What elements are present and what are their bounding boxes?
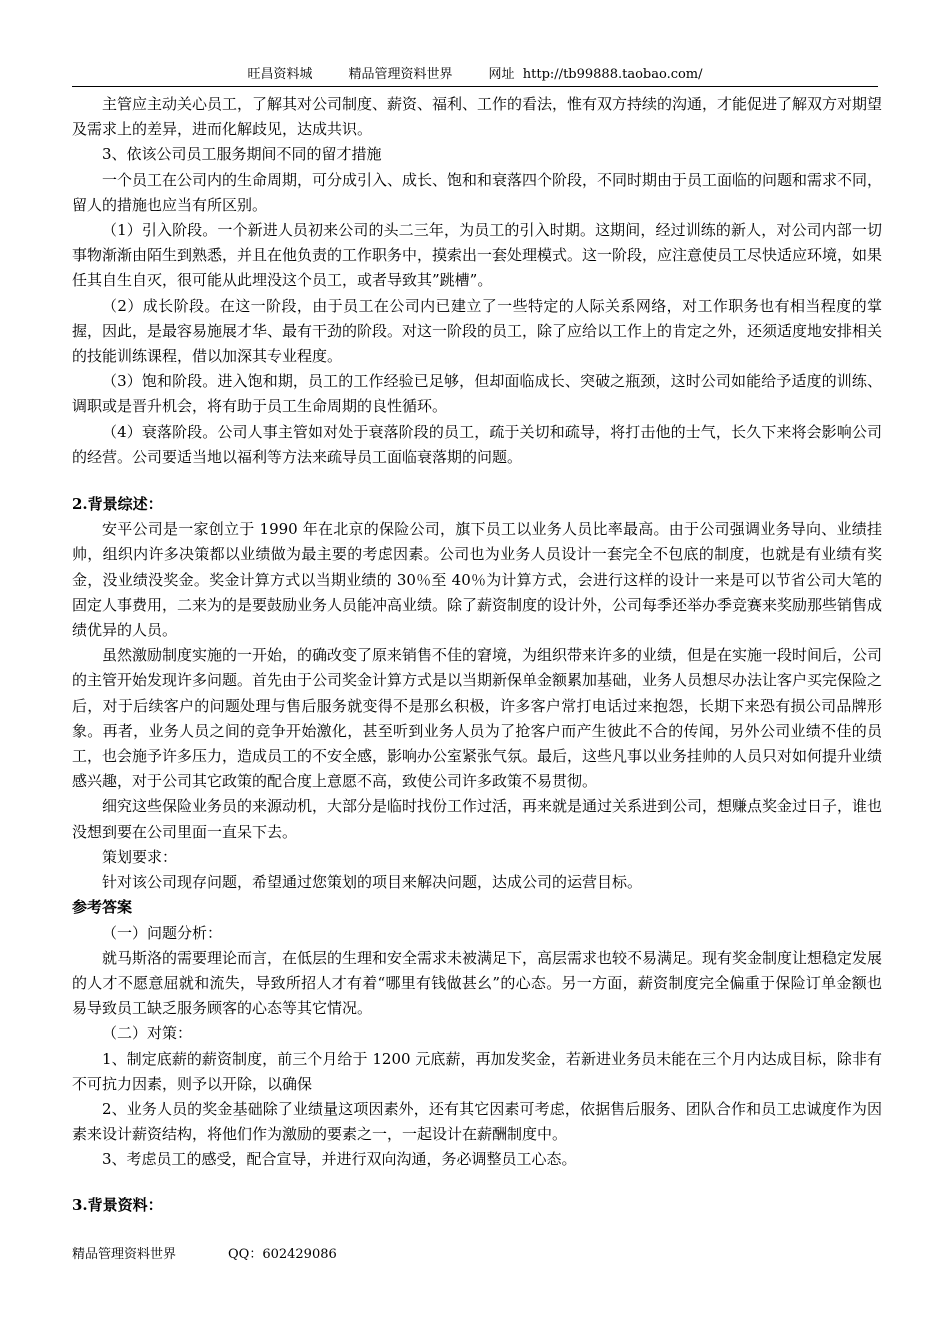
header-site-name: 旺昌资料城 (247, 67, 313, 82)
paragraph: 1、制定底薪的薪资制度，前三个月给于 1200 元底薪，再加发奖金，若新进业务员未能在三个月内达成目标，除非有不可抗力因素，则予以开除，以确保 (72, 1049, 882, 1093)
paragraph: （2）成长阶段。在这一阶段，由于员工在公司内已建立了一些特定的人际关系网络，对工作职务也有相当程度的掌握，因此，是最容易施展才华、最有干劲的阶段。对这一阶段的员工，除了应给以工作上的肯定之外，还须适度地安排相关的技能训练课程，借以加深其专业程度。 (72, 296, 883, 366)
section-heading-background: 2.背景综述： (72, 495, 163, 514)
page-header (72, 66, 878, 87)
paragraph: （4）衰落阶段。公司人事主管如对处于衰落阶段的员工，疏于关切和疏导，将打击他的士气，长久下来将会影响公司的经营。公司要适当地以福利等方法来疏导员工面临衰落期的问题。 (72, 422, 882, 466)
paragraph: 细究这些保险业务员的来源动机，大部分是临时找份工作过活，再来就是通过关系进到公司，想赚点奖金过日子，谁也没想到要在公司里面一直呆下去。 (72, 797, 883, 841)
section-heading-answer: 参考答案 (72, 898, 133, 917)
paragraph: （一）问题分析： (102, 923, 223, 942)
footer-qq: QQ：602429086 (228, 1247, 337, 1262)
paragraph: （二）对策： (102, 1024, 193, 1043)
document-body (72, 92, 882, 1218)
page-footer (72, 1246, 337, 1264)
paragraph: 就马斯洛的需要理论而言，在低层的生理和安全需求未被满足下，高层需求也较不易满足。现有奖金制度让想稳定发展的人才不愿意屈就和流失，导致所招人才有着“哪里有钱做甚幺”的心态。另一方面，薪资制度完全偏重于保险订单金额也易导致员工缺乏服务顾客的心态等其它情况。 (72, 948, 883, 1018)
paragraph: 3、依该公司员工服务期间不同的留才措施 (102, 145, 382, 164)
header-subtitle: 精品管理资料世界 (348, 67, 453, 82)
paragraph: 主管应主动关心员工，了解其对公司制度、薪资、福利、工作的看法，惟有双方持续的沟通，才能促进了解双方对期望及需求上的差异，进而化解歧见，达成共识。 (72, 95, 883, 139)
paragraph: 针对该公司现存问题，希望通过您策划的项目来解决问题，达成公司的运营目标。 (102, 873, 643, 892)
paragraph: 策划要求： (102, 847, 178, 866)
paragraph: 虽然激励制度实施的一开始，的确改变了原来销售不佳的窘境，为组织带来许多的业绩，但是在实施一段时间后，公司的主管开始发现许多问题。首先由于公司奖金计算方式是以当期新保单金额累加基础，业务人员想尽办法让客户买完保险之后，对于后续客户的问题处理与售后服务就变得不是那幺积极，许多客户常打电话过来抱怨，长期下来恐有损公司品牌形象。再者，业务人员之间的竞争开始激化，甚至听到业务人员为了抢客户而产生彼此不合的传闻，另外公司业绩不佳的员工，也会施予许多压力，造成员工的不安全感，影响办公室紧张气氛。最后，这些凡事以业务挂帅的人员只对如何提升业绩感兴趣，对于公司其它政策的配合度上意愿不高，致使公司许多政策不易贯彻。 (72, 646, 883, 791)
footer-left: 精品管理资料世界 (72, 1247, 177, 1262)
section-heading-materials: 3.背景资料： (72, 1195, 163, 1214)
header-url-link[interactable]: http://tb99888.taobao.com/ (522, 67, 703, 82)
header-url-label: 网址 (488, 67, 515, 82)
paragraph: （1）引入阶段。一个新进人员初来公司的头二三年，为员工的引入时期。这期间，经过训练的新人，对公司内部一切事物渐渐由陌生到熟悉，并且在他负责的工作职务中，摸索出一套处理模式。这一阶段，应注意使员工尽快适应环境，如果任其自生自灭，很可能从此埋没这个员工，或者导致其”跳槽”。 (72, 221, 883, 290)
paragraph: 2、业务人员的奖金基础除了业绩量这项因素外，还有其它因素可考虑，依据售后服务、团队合作和员工忠诚度作为因素来设计薪资结构，将他们作为激励的要素之一，一起设计在薪酬制度中。 (72, 1099, 882, 1144)
paragraph: （3）饱和阶段。进入饱和期，员工的工作经验已足够，但却面临成长、突破之瓶颈，这时公司如能给予适度的训练、调职或是晋升机会，将有助于员工生命周期的良性循环。 (72, 372, 882, 416)
paragraph: 3、考虑员工的感受，配合宣导，并进行双向沟通，务必调整员工心态。 (102, 1150, 577, 1169)
paragraph: 安平公司是一家创立于 1990 年在北京的保险公司，旗下员工以业务人员比率最高。由于公司强调业务导向、业绩挂帅，组织内许多决策都以业绩做为最主要的考虑因素。公司也为业务人员设计一套完全不包底的制度，也就是有业绩有奖金，没业绩没奖金。奖金计算方式以当期业绩的 30％至 40％为计算方式，会进行这样的设计一来是可以节省公司大笔的固定人事费用，二来为的是要鼓励业务人员能冲高业绩。除了薪资制度的设计外，公司每季还举办季竞赛来奖励那些销售成绩优异的人员。 (72, 520, 883, 640)
paragraph: 一个员工在公司内的生命周期，可分成引入、成长、饱和和衰落四个阶段，不同时期由于员工面临的问题和需求不同，留人的措施也应当有所区别。 (72, 170, 883, 214)
